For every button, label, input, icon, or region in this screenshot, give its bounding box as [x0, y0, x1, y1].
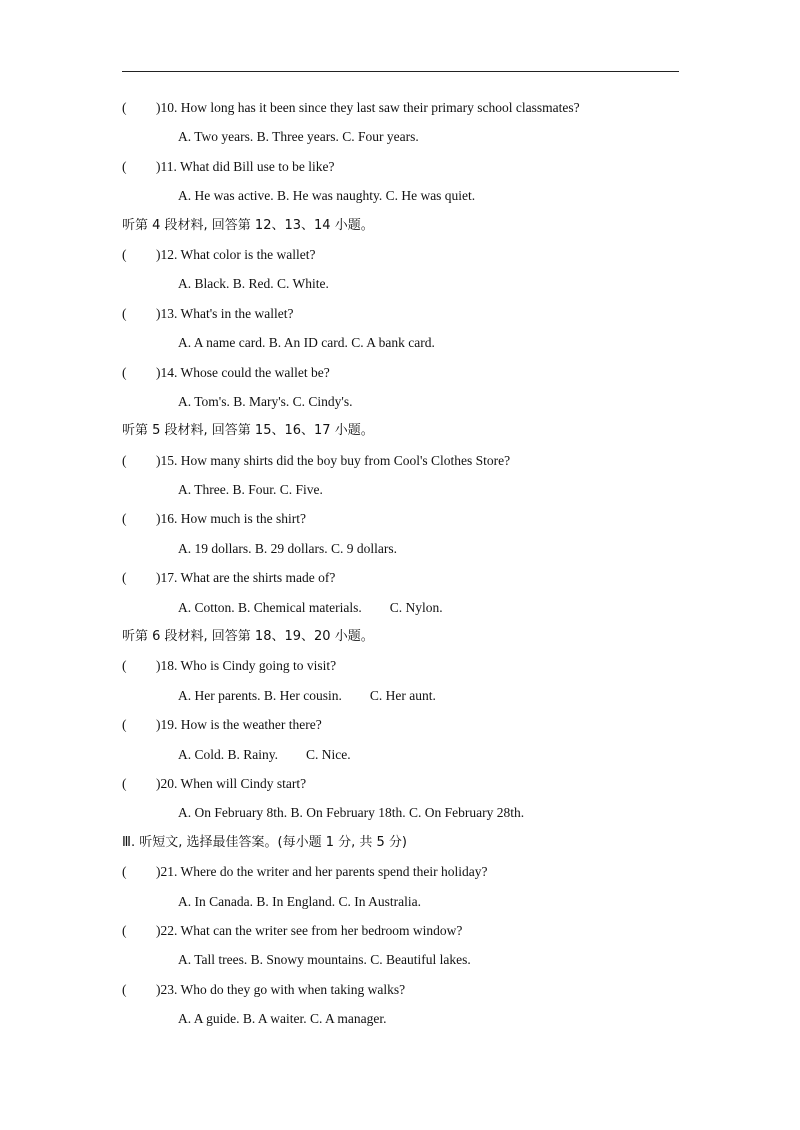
answer-blank[interactable]: ( — [122, 511, 127, 527]
question-text: )10. How long has it been since they last saw their primary school classmates? — [156, 100, 580, 115]
answer-blank[interactable]: ( — [122, 864, 127, 880]
question-line — [122, 655, 722, 684]
section-heading-text: 听第 6 段材料, 回答第 18、19、20 小题。 — [122, 629, 374, 645]
section-heading — [122, 215, 722, 244]
answer-blank[interactable]: ( — [122, 364, 127, 380]
answer-options — [122, 949, 722, 978]
answer-options — [122, 744, 722, 773]
answer-blank[interactable]: ( — [122, 922, 127, 938]
answer-options — [122, 185, 722, 214]
options-text: A. In Canada. B. In England. C. In Australia. — [178, 893, 421, 909]
question-text: )18. Who is Cindy going to visit? — [156, 658, 337, 674]
section-heading-text: 听第 4 段材料, 回答第 12、13、14 小题。 — [122, 217, 374, 233]
question-text: )13. What's in the wallet? — [156, 305, 294, 321]
section-heading — [122, 420, 722, 449]
answer-blank[interactable]: ( — [122, 158, 127, 174]
options-text: A. Tall trees. B. Snowy mountains. C. Beautiful lakes. — [178, 952, 471, 968]
options-text: A. A name card. B. An ID card. C. A bank card. — [178, 335, 435, 351]
answer-options — [122, 685, 722, 714]
question-text: )16. How much is the shirt? — [156, 511, 306, 527]
answer-blank[interactable]: ( — [122, 452, 127, 468]
question-text: )21. Where do the writer and her parents spend their holiday? — [156, 864, 488, 880]
question-list — [122, 97, 722, 1038]
answer-blank[interactable]: ( — [122, 305, 127, 321]
options-text: A. A guide. B. A waiter. C. A manager. — [178, 1011, 387, 1027]
question-line — [122, 244, 722, 273]
question-text: )17. What are the shirts made of? — [156, 570, 336, 586]
section-heading-text: 听第 5 段材料, 回答第 15、16、17 小题。 — [122, 423, 374, 439]
answer-options — [122, 273, 722, 302]
options-text: A. 19 dollars. B. 29 dollars. C. 9 dollars. — [178, 540, 397, 556]
options-text: A. Three. B. Four. C. Five. — [178, 482, 323, 498]
section-heading — [122, 832, 722, 861]
option-c-text: C. Nylon. — [389, 599, 443, 615]
options-text: A. Tom's. B. Mary's. C. Cindy's. — [178, 393, 353, 409]
question-line — [122, 979, 722, 1008]
answer-blank[interactable]: ( — [122, 717, 127, 733]
answer-options — [122, 891, 722, 920]
answer-blank[interactable]: ( — [122, 658, 127, 674]
question-line — [122, 450, 722, 479]
answer-options — [122, 597, 722, 626]
answer-blank[interactable]: ( — [122, 570, 127, 586]
question-line — [122, 714, 722, 743]
options-text: A. He was active. B. He was naughty. C. He was quiet. — [178, 188, 476, 204]
question-text: )19. How is the weather there? — [156, 717, 322, 733]
top-rule — [122, 71, 679, 72]
answer-options — [122, 126, 722, 155]
question-line — [122, 567, 722, 596]
question-line — [122, 362, 722, 391]
question-text: )20. When will Cindy start? — [156, 775, 307, 791]
answer-blank[interactable]: ( — [122, 775, 127, 791]
question-line — [122, 920, 722, 949]
question-text: )12. What color is the wallet? — [156, 246, 316, 262]
section-heading — [122, 626, 722, 655]
question-text: )14. Whose could the wallet be? — [156, 364, 330, 380]
question-text: )15. How many shirts did the boy buy from Cool's Clothes Store? — [156, 452, 511, 468]
answer-blank[interactable]: ( — [122, 246, 127, 262]
answer-options — [122, 391, 722, 420]
answer-options — [122, 538, 722, 567]
option-c-text: C. Nice. — [306, 746, 351, 762]
question-text: )11. What did Bill use to be like? — [156, 158, 335, 174]
question-line — [122, 508, 722, 537]
options-text: A. Cotton. B. Chemical materials. — [178, 599, 362, 615]
question-text: )22. What can the writer see from her bedroom window? — [156, 922, 463, 938]
question-line — [122, 303, 722, 332]
options-text: A. Two years. B. Three years. C. Four years. — [178, 129, 419, 145]
section-heading-text: Ⅲ. 听短文, 选择最佳答案。(每小题 1 分, 共 5 分) — [122, 834, 407, 850]
question-line — [122, 156, 722, 185]
question-line — [122, 773, 722, 802]
answer-options — [122, 479, 722, 508]
options-text: A. Cold. B. Rainy. — [178, 746, 279, 762]
answer-options — [122, 332, 722, 361]
question-text: )23. Who do they go with when taking walks? — [156, 981, 406, 997]
answer-blank[interactable]: ( — [122, 100, 127, 115]
option-c-text: C. Her aunt. — [369, 687, 436, 703]
options-text: A. Black. B. Red. C. White. — [178, 276, 329, 292]
options-text: A. On February 8th. B. On February 18th. C. On February 28th. — [178, 805, 525, 821]
answer-blank[interactable]: ( — [122, 981, 127, 997]
question-line — [122, 97, 722, 126]
question-line — [122, 861, 722, 890]
answer-options — [122, 802, 722, 831]
answer-options — [122, 1008, 722, 1037]
options-text: A. Her parents. B. Her cousin. — [178, 687, 342, 703]
